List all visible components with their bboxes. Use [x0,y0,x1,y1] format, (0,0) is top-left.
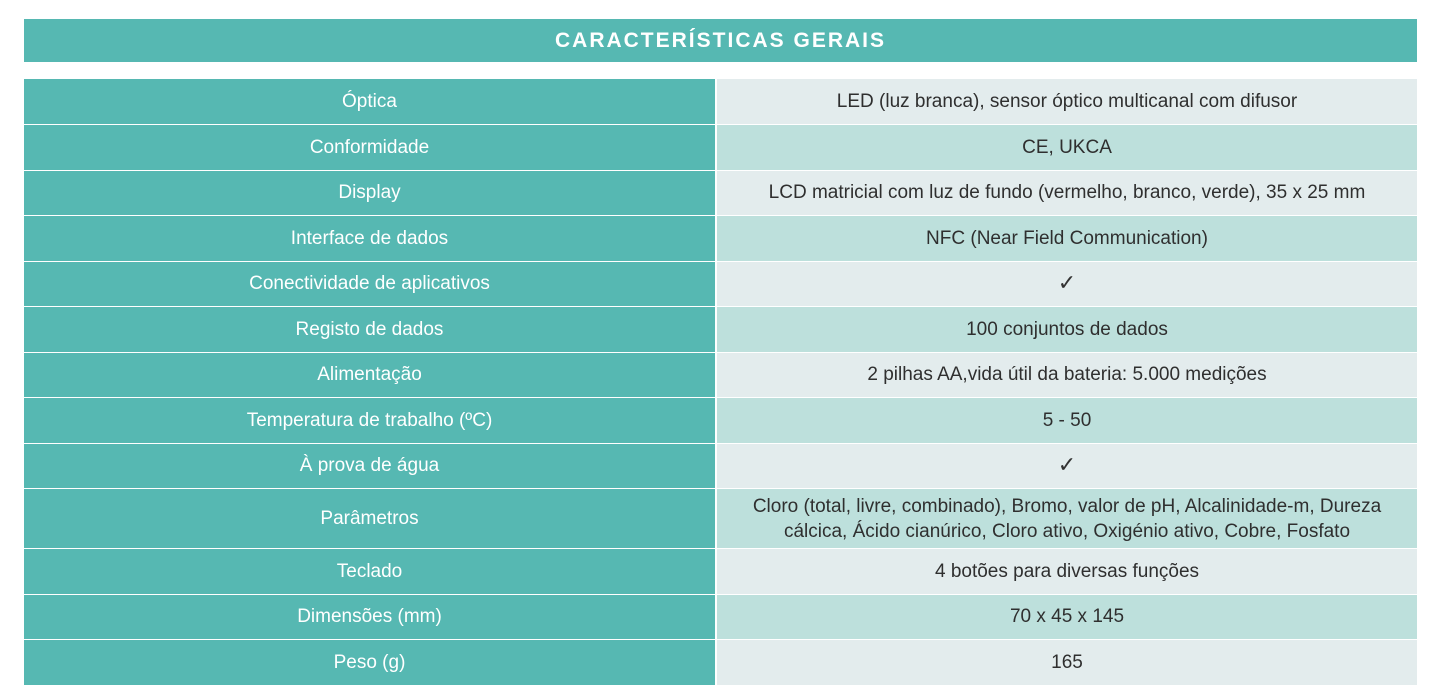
table-row [24,549,1417,595]
row-label: Conformidade [24,125,716,171]
section-title: CARACTERÍSTICAS GERAIS [24,19,1417,62]
row-label: Dimensões (mm) [24,594,716,640]
row-value: 165 [716,640,1417,686]
table-row [24,170,1417,216]
table-row [24,443,1417,489]
row-value: 2 pilhas AA,vida útil da bateria: 5.000 medições [716,352,1417,398]
row-value: 100 conjuntos de dados [716,307,1417,353]
row-value [716,261,1417,307]
row-label: Registo de dados [24,307,716,353]
row-value: 70 x 45 x 145 [716,594,1417,640]
checkmark-icon: ✓ [1057,452,1077,478]
table-row [24,125,1417,171]
row-value: LED (luz branca), sensor óptico multicanal com difusor [716,79,1417,125]
table-row [24,352,1417,398]
row-label: Display [24,170,716,216]
table-row [24,640,1417,686]
table-row [24,261,1417,307]
row-value [716,443,1417,489]
row-label: Peso (g) [24,640,716,686]
spec-table [24,79,1417,686]
row-label: Óptica [24,79,716,125]
row-value: CE, UKCA [716,125,1417,171]
table-row [24,307,1417,353]
table-row [24,489,1417,549]
row-label: Parâmetros [24,489,716,549]
row-value: 5 - 50 [716,398,1417,444]
row-value: NFC (Near Field Communication) [716,216,1417,262]
row-value: 4 botões para diversas funções [716,549,1417,595]
row-label: Alimentação [24,352,716,398]
row-value: Cloro (total, livre, combinado), Bromo, valor de pH, Alcalinidade-m, Dureza cálcica, Ácido cianúrico, Cloro ativo, Oxigénio ativo, Cobre, Fosfato [716,489,1417,549]
row-label: Teclado [24,549,716,595]
checkmark-icon: ✓ [1057,270,1077,296]
table-row [24,216,1417,262]
row-value: LCD matricial com luz de fundo (vermelho, branco, verde), 35 x 25 mm [716,170,1417,216]
table-row [24,79,1417,125]
row-label: Conectividade de aplicativos [24,261,716,307]
row-label: Interface de dados [24,216,716,262]
table-row [24,594,1417,640]
row-label: Temperatura de trabalho (ºC) [24,398,716,444]
row-label: À prova de água [24,443,716,489]
table-row [24,398,1417,444]
